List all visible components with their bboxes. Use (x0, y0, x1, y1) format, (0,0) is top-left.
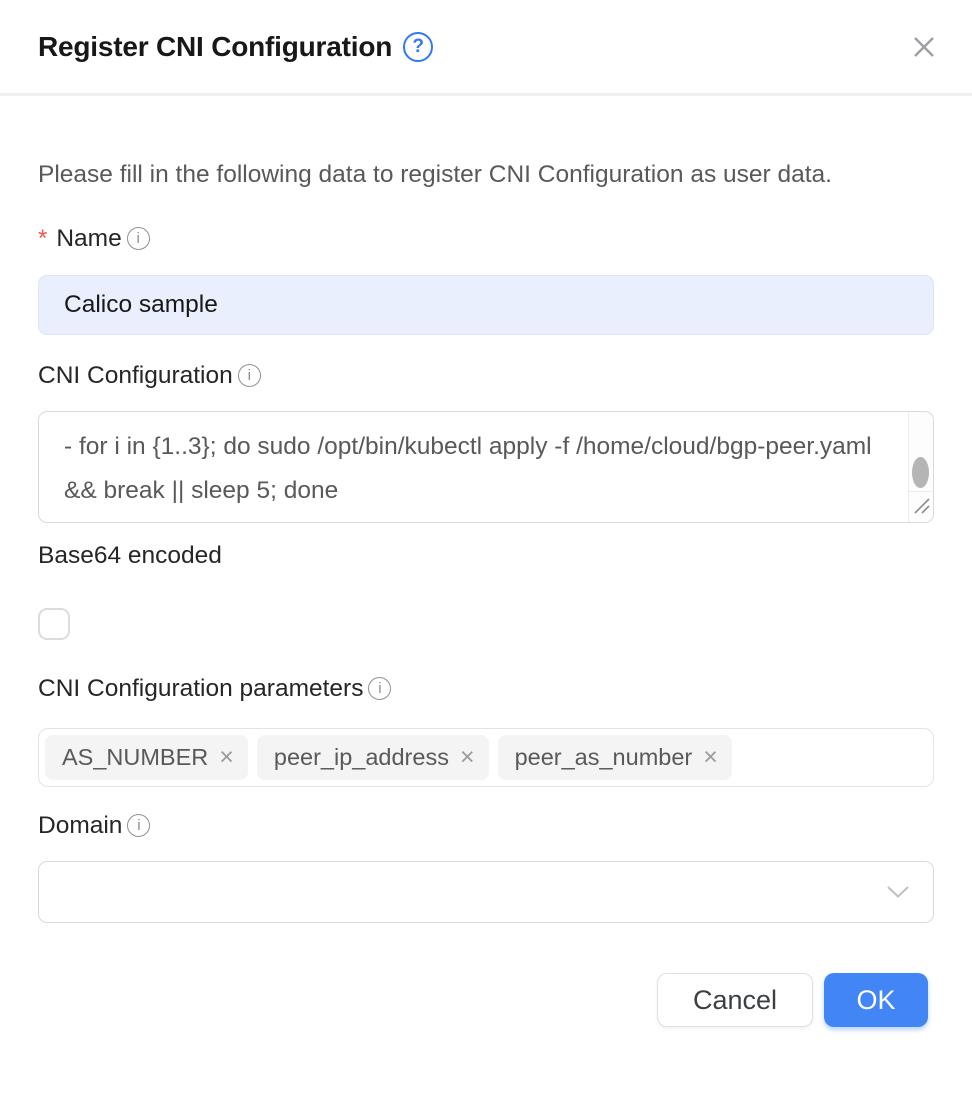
dialog-description: Please fill in the following data to register CNI Configuration as user data. (38, 161, 832, 188)
tag-label: AS_NUMBER (62, 744, 209, 770)
info-icon[interactable]: i (368, 677, 391, 700)
cni-configuration-textarea[interactable] (38, 411, 934, 523)
close-button[interactable] (904, 27, 944, 67)
textarea-scrollbar[interactable] (908, 412, 933, 491)
info-icon[interactable]: i (127, 814, 150, 837)
cni-configuration-value: - for i in {1..3}; do sudo /opt/bin/kubectl apply -f /home/cloud/bgp-peer.yaml && break || sleep 5; done (64, 433, 872, 504)
dialog-title: Register CNI Configuration (38, 30, 393, 62)
dialog-header (0, 0, 972, 96)
dialog-body (0, 151, 972, 923)
textarea-resize-handle[interactable] (908, 491, 933, 522)
info-icon[interactable]: i (127, 227, 150, 250)
tag-remove-icon[interactable]: × (459, 743, 475, 771)
parameter-tag (257, 735, 489, 780)
cni-configuration-field-label (38, 361, 934, 390)
tag-remove-icon[interactable]: × (219, 743, 234, 771)
name-field-label (38, 224, 934, 253)
domain-select[interactable] (38, 861, 934, 923)
tag-label: peer_ip_address (273, 744, 449, 770)
required-asterisk: * (38, 225, 48, 252)
close-icon (908, 51, 940, 66)
ok-button[interactable]: OK (824, 973, 928, 1027)
help-icon[interactable]: ? (403, 32, 433, 62)
base64-encoded-label-text: Base64 encoded (38, 542, 222, 569)
dialog-footer (0, 923, 972, 1027)
chevron-down-icon (887, 886, 909, 898)
cni-parameters-tags-input[interactable] (38, 728, 934, 787)
base64-encoded-checkbox[interactable] (38, 608, 70, 640)
tag-remove-icon[interactable]: × (703, 743, 718, 771)
name-label-text: Name (56, 225, 122, 252)
cni-parameters-label-text: CNI Configuration parameters (38, 675, 364, 702)
resize-grip-icon (913, 497, 930, 519)
domain-field-label (38, 811, 934, 840)
tag-label: peer_as_number (514, 744, 693, 770)
cni-parameters-field-label (38, 674, 934, 703)
base64-encoded-field-label (38, 541, 934, 570)
cni-configuration-label-text: CNI Configuration (38, 362, 233, 389)
cancel-button[interactable]: Cancel (657, 973, 813, 1027)
name-input[interactable] (38, 275, 934, 335)
info-icon[interactable]: i (238, 364, 261, 387)
parameter-tag (498, 735, 732, 780)
parameter-tag (45, 735, 248, 780)
scrollbar-thumb-icon[interactable] (912, 457, 929, 488)
domain-label-text: Domain (38, 812, 123, 839)
